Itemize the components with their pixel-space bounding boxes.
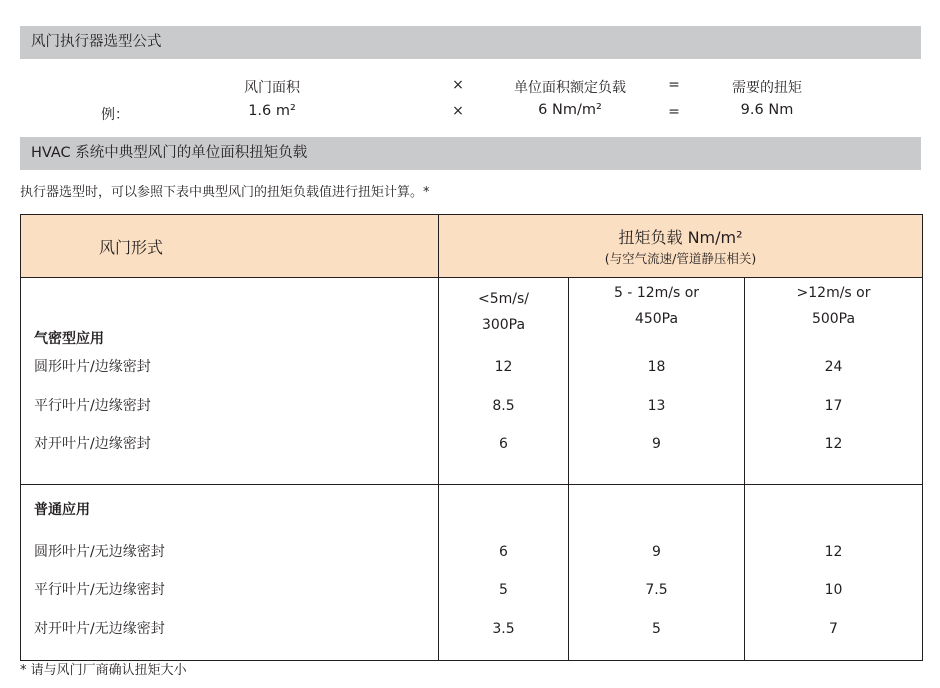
value-cell: 3.5 [439, 610, 569, 649]
row-label: 圆形叶片/边缘密封 [21, 348, 439, 387]
header-torque-load-title: 扭矩负载 Nm/m² [618, 228, 743, 247]
section-header-formula [20, 26, 921, 59]
value-cell: 5 [439, 571, 569, 610]
value-cell: 8.5 [439, 387, 569, 426]
table-row [21, 571, 923, 610]
value-cell: 9 [569, 425, 745, 464]
torque-load-table [20, 214, 923, 661]
value-cell: 7.5 [569, 571, 745, 610]
formula-unit-load-label: 单位面积额定负载 [514, 80, 626, 96]
speed-col-3: >12m/s or 500Pa [745, 278, 923, 349]
formula-times-sign: × [452, 77, 464, 93]
value-cell: 17 [745, 387, 923, 426]
row-label: 平行叶片/边缘密封 [21, 387, 439, 426]
header-damper-type: 风门形式 [21, 215, 439, 278]
intro-text: 执行器选型时，可以参照下表中典型风门的扭矩负载值进行扭矩计算。* [20, 185, 430, 200]
value-cell: 7 [745, 610, 923, 649]
table-row [21, 610, 923, 649]
section-header-torque-load [20, 137, 921, 170]
row-label: 平行叶片/无边缘密封 [21, 571, 439, 610]
value-cell: 5 [569, 610, 745, 649]
value-cell: 12 [745, 533, 923, 572]
footnote: * 请与风门厂商确认扭矩大小 [20, 663, 187, 678]
row-label: 圆形叶片/无边缘密封 [21, 533, 439, 572]
header-torque-load [439, 215, 923, 278]
section-title: HVAC 系统中典型风门的单位面积扭矩负载 [31, 145, 308, 161]
table-row-speeds [21, 278, 923, 349]
value-cell: 12 [745, 425, 923, 464]
example-equals-sign: = [668, 104, 680, 120]
table-row [21, 387, 923, 426]
example-torque: 9.6 Nm [740, 102, 794, 118]
value-cell: 24 [745, 348, 923, 387]
example-label: 例： [101, 107, 129, 123]
value-cell: 9 [569, 533, 745, 572]
value-cell: 6 [439, 425, 569, 464]
formula-equals-sign: = [668, 77, 680, 93]
value-cell: 18 [569, 348, 745, 387]
group-title: 普通应用 [21, 485, 439, 533]
group-title: 气密型应用 [21, 278, 439, 349]
table-row-group [21, 485, 923, 533]
table-row [21, 348, 923, 387]
value-cell: 13 [569, 387, 745, 426]
formula-torque-label: 需要的扭矩 [732, 80, 802, 96]
example-area: 1.6 m² [248, 103, 296, 119]
formula-area-label: 风门面积 [244, 80, 300, 96]
section-title: 风门执行器选型公式 [31, 34, 162, 50]
row-label: 对开叶片/无边缘密封 [21, 610, 439, 649]
example-unit-load: 6 Nm/m² [538, 102, 602, 118]
value-cell: 10 [745, 571, 923, 610]
value-cell: 6 [439, 533, 569, 572]
speed-col-2: 5 - 12m/s or 450Pa [569, 278, 745, 349]
table-row [21, 425, 923, 464]
table-spacer-row [21, 464, 923, 485]
header-torque-load-note: (与空气流速/管道静压相关) [604, 251, 757, 266]
row-label: 对开叶片/边缘密封 [21, 425, 439, 464]
value-cell: 12 [439, 348, 569, 387]
speed-col-1: <5m/s/ 300Pa [439, 278, 569, 349]
table-header-row [21, 215, 923, 278]
example-times-sign: × [452, 103, 464, 119]
table-row [21, 533, 923, 572]
